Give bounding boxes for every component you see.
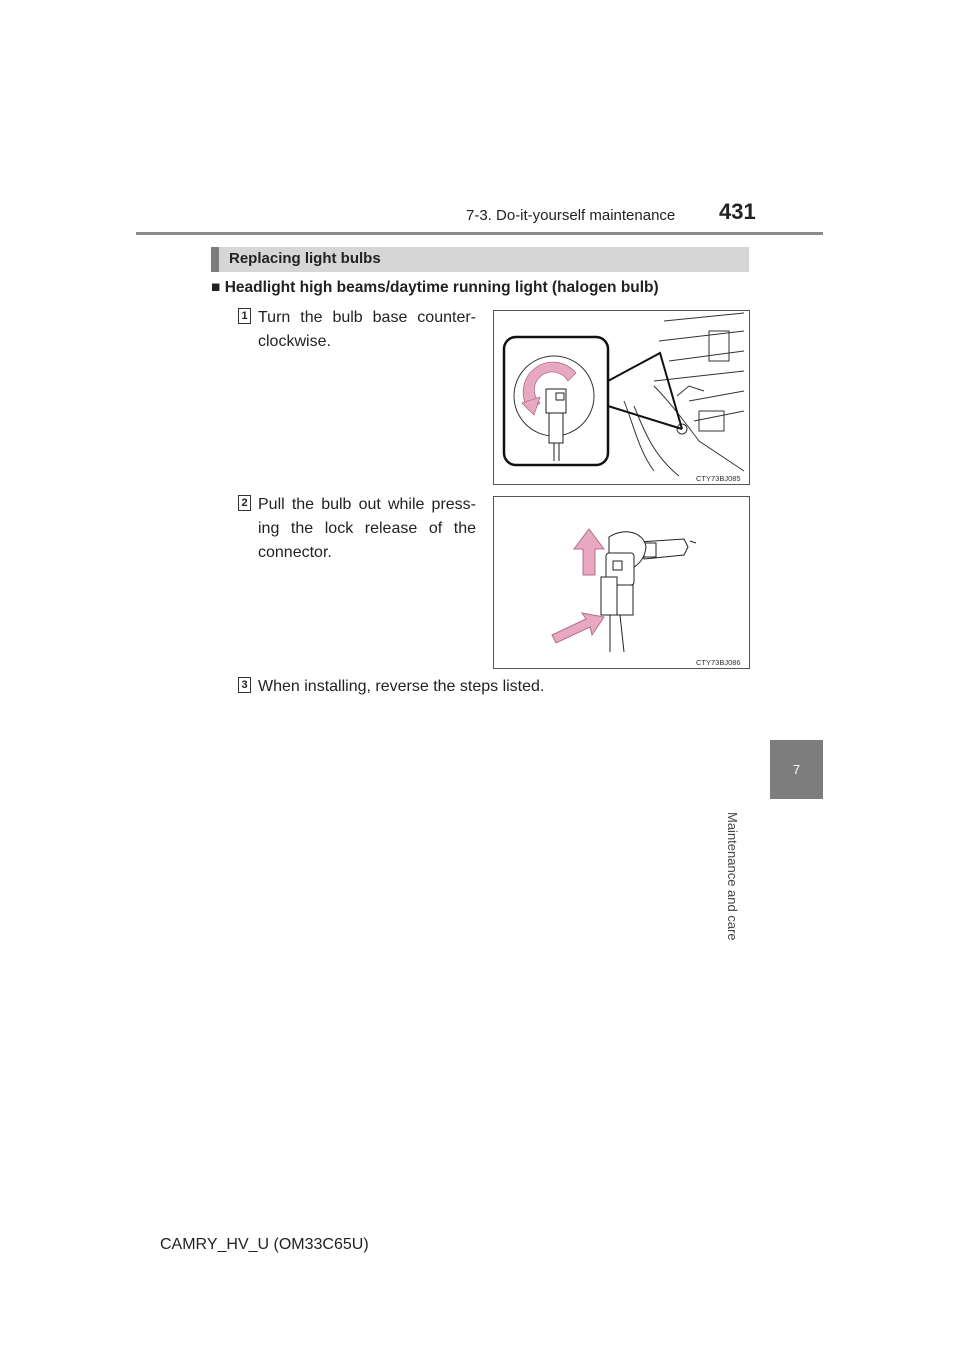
chapter-label-text: Maintenance and care — [724, 812, 740, 941]
section-title: Replacing light bulbs — [229, 250, 381, 267]
step-text-2: Pull the bulb out while press-ing the lock release of the connector. — [258, 496, 476, 561]
chapter-label — [724, 812, 823, 952]
subheading — [211, 279, 659, 297]
pull-up-arrow-icon — [574, 529, 604, 575]
illustration-bulb-removal — [494, 497, 749, 668]
header-section-title: 7-3. Do-it-yourself maintenance — [466, 207, 676, 224]
chapter-tab — [770, 740, 823, 799]
illustration-headlight-bulb-socket — [494, 311, 749, 484]
chapter-number: 7 — [792, 762, 801, 777]
figure-turn-bulb-base — [493, 310, 750, 485]
step-text-3: When installing, reverse the steps listed. — [258, 678, 545, 695]
figure-code-1: CTY73BJ085 — [696, 474, 741, 483]
header-rule — [136, 232, 823, 235]
section-title-bar — [211, 247, 749, 272]
step-badge-1: 1 — [238, 308, 251, 324]
page-number: 431 — [719, 199, 756, 224]
figure-code-2: CTY73BJ086 — [696, 658, 741, 667]
footer-model: CAMRY_HV_U (OM33C65U) — [160, 1236, 369, 1253]
step-badge-3: 3 — [238, 677, 251, 693]
step-badge-2: 2 — [238, 495, 251, 511]
figure-pull-bulb-out — [493, 496, 750, 669]
press-release-arrow-icon — [552, 613, 604, 643]
subheading-marker: ■ — [211, 279, 221, 296]
step-text-1: Turn the bulb base counter-clockwise. — [258, 309, 476, 350]
subheading-text: Headlight high beams/daytime running light (halogen bulb) — [224, 279, 659, 296]
